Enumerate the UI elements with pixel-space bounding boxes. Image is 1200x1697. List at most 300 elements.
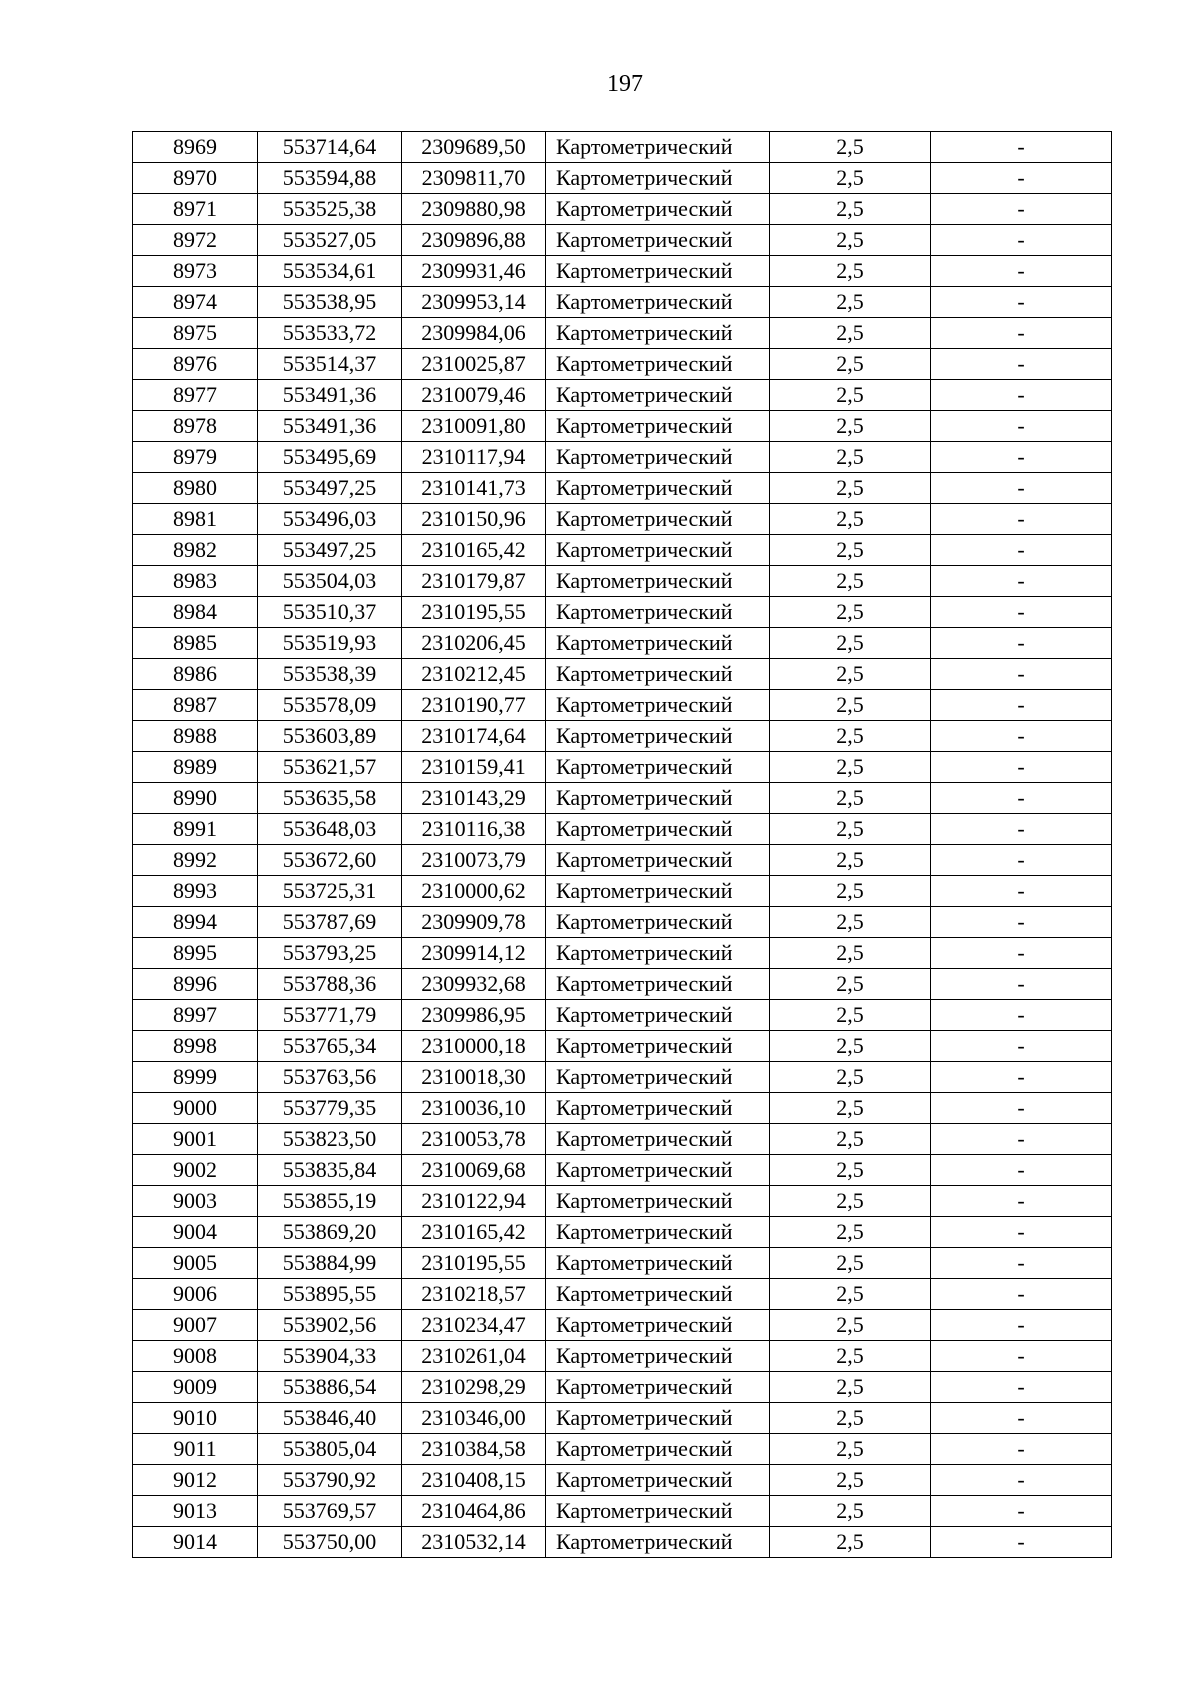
coordinate-x-cell: 553672,60 [258,845,402,876]
method-cell: Картометрический [546,628,770,659]
coordinate-y-cell: 2310212,45 [402,659,546,690]
point-number-cell: 8969 [133,132,258,163]
method-cell: Картометрический [546,1310,770,1341]
coordinate-x-cell: 553725,31 [258,876,402,907]
coordinate-y-cell: 2310179,87 [402,566,546,597]
method-cell: Картометрический [546,1496,770,1527]
point-number-cell: 9006 [133,1279,258,1310]
method-cell: Картометрический [546,411,770,442]
note-cell: - [931,597,1112,628]
note-cell: - [931,1186,1112,1217]
accuracy-cell: 2,5 [770,628,931,659]
point-number-cell: 8973 [133,256,258,287]
point-number-cell: 9009 [133,1372,258,1403]
coordinate-y-cell: 2309896,88 [402,225,546,256]
point-number-cell: 8986 [133,659,258,690]
note-cell: - [931,938,1112,969]
table-row [133,1000,1112,1031]
table-row [133,628,1112,659]
point-number-cell: 8993 [133,876,258,907]
note-cell: - [931,721,1112,752]
coordinate-y-cell: 2310159,41 [402,752,546,783]
coordinate-y-cell: 2310036,10 [402,1093,546,1124]
note-cell: - [931,1527,1112,1558]
accuracy-cell: 2,5 [770,845,931,876]
coordinate-y-cell: 2310150,96 [402,504,546,535]
coordinate-x-cell: 553788,36 [258,969,402,1000]
accuracy-cell: 2,5 [770,1465,931,1496]
point-number-cell: 9013 [133,1496,258,1527]
coordinate-y-cell: 2310234,47 [402,1310,546,1341]
note-cell: - [931,194,1112,225]
note-cell: - [931,1341,1112,1372]
table-row [133,1341,1112,1372]
coordinate-x-cell: 553886,54 [258,1372,402,1403]
point-number-cell: 8987 [133,690,258,721]
table-row [133,969,1112,1000]
table-row [133,721,1112,752]
point-number-cell: 8970 [133,163,258,194]
accuracy-cell: 2,5 [770,1496,931,1527]
accuracy-cell: 2,5 [770,1279,931,1310]
accuracy-cell: 2,5 [770,1000,931,1031]
method-cell: Картометрический [546,1434,770,1465]
table-row [133,938,1112,969]
coordinate-y-cell: 2310532,14 [402,1527,546,1558]
note-cell: - [931,318,1112,349]
note-cell: - [931,1465,1112,1496]
note-cell: - [931,535,1112,566]
accuracy-cell: 2,5 [770,1155,931,1186]
point-number-cell: 8998 [133,1031,258,1062]
note-cell: - [931,1372,1112,1403]
note-cell: - [931,1310,1112,1341]
table-row [133,1372,1112,1403]
accuracy-cell: 2,5 [770,132,931,163]
method-cell: Картометрический [546,535,770,566]
accuracy-cell: 2,5 [770,1124,931,1155]
note-cell: - [931,1093,1112,1124]
table-row [133,287,1112,318]
coordinate-y-cell: 2309811,70 [402,163,546,194]
coordinate-x-cell: 553771,79 [258,1000,402,1031]
coordinate-x-cell: 553869,20 [258,1217,402,1248]
accuracy-cell: 2,5 [770,597,931,628]
method-cell: Картометрический [546,442,770,473]
method-cell: Картометрический [546,504,770,535]
coordinate-x-cell: 553779,35 [258,1093,402,1124]
coordinate-y-cell: 2310384,58 [402,1434,546,1465]
point-number-cell: 8981 [133,504,258,535]
method-cell: Картометрический [546,721,770,752]
coordinate-y-cell: 2310069,68 [402,1155,546,1186]
accuracy-cell: 2,5 [770,752,931,783]
note-cell: - [931,287,1112,318]
note-cell: - [931,845,1112,876]
note-cell: - [931,380,1112,411]
accuracy-cell: 2,5 [770,1310,931,1341]
note-cell: - [931,566,1112,597]
point-number-cell: 8976 [133,349,258,380]
note-cell: - [931,349,1112,380]
method-cell: Картометрический [546,1186,770,1217]
point-number-cell: 8977 [133,380,258,411]
point-number-cell: 9001 [133,1124,258,1155]
note-cell: - [931,628,1112,659]
point-number-cell: 9000 [133,1093,258,1124]
accuracy-cell: 2,5 [770,814,931,845]
table-row [133,504,1112,535]
point-number-cell: 9004 [133,1217,258,1248]
table-row [133,752,1112,783]
coordinate-x-cell: 553787,69 [258,907,402,938]
coordinate-y-cell: 2310000,62 [402,876,546,907]
coordinate-y-cell: 2310298,29 [402,1372,546,1403]
point-number-cell: 9010 [133,1403,258,1434]
accuracy-cell: 2,5 [770,349,931,380]
note-cell: - [931,1124,1112,1155]
coordinate-y-cell: 2310073,79 [402,845,546,876]
method-cell: Картометрический [546,1031,770,1062]
coordinate-x-cell: 553902,56 [258,1310,402,1341]
point-number-cell: 9011 [133,1434,258,1465]
method-cell: Картометрический [546,907,770,938]
table-row [133,132,1112,163]
point-number-cell: 8996 [133,969,258,1000]
table-row [133,814,1112,845]
method-cell: Картометрический [546,225,770,256]
method-cell: Картометрический [546,380,770,411]
table-row [133,1062,1112,1093]
accuracy-cell: 2,5 [770,1031,931,1062]
note-cell: - [931,783,1112,814]
method-cell: Картометрический [546,814,770,845]
method-cell: Картометрический [546,287,770,318]
method-cell: Картометрический [546,845,770,876]
accuracy-cell: 2,5 [770,1434,931,1465]
note-cell: - [931,907,1112,938]
coordinate-x-cell: 553805,04 [258,1434,402,1465]
coordinate-y-cell: 2310025,87 [402,349,546,380]
coordinate-y-cell: 2310174,64 [402,721,546,752]
accuracy-cell: 2,5 [770,411,931,442]
method-cell: Картометрический [546,566,770,597]
coordinate-x-cell: 553534,61 [258,256,402,287]
method-cell: Картометрический [546,752,770,783]
accuracy-cell: 2,5 [770,535,931,566]
method-cell: Картометрический [546,1279,770,1310]
accuracy-cell: 2,5 [770,225,931,256]
note-cell: - [931,876,1112,907]
point-number-cell: 9012 [133,1465,258,1496]
accuracy-cell: 2,5 [770,287,931,318]
table-row [133,1093,1112,1124]
coordinate-y-cell: 2309932,68 [402,969,546,1000]
table-row [133,783,1112,814]
coordinate-y-cell: 2310218,57 [402,1279,546,1310]
table-row [133,163,1112,194]
accuracy-cell: 2,5 [770,1186,931,1217]
coordinate-x-cell: 553496,03 [258,504,402,535]
accuracy-cell: 2,5 [770,721,931,752]
note-cell: - [931,1434,1112,1465]
point-number-cell: 9002 [133,1155,258,1186]
note-cell: - [931,1279,1112,1310]
accuracy-cell: 2,5 [770,442,931,473]
point-number-cell: 8980 [133,473,258,504]
table-row [133,1310,1112,1341]
coordinate-x-cell: 553510,37 [258,597,402,628]
coordinate-y-cell: 2310165,42 [402,1217,546,1248]
accuracy-cell: 2,5 [770,566,931,597]
note-cell: - [931,1217,1112,1248]
method-cell: Картометрический [546,256,770,287]
coordinate-x-cell: 553504,03 [258,566,402,597]
accuracy-cell: 2,5 [770,380,931,411]
point-number-cell: 8999 [133,1062,258,1093]
method-cell: Картометрический [546,1403,770,1434]
coordinate-y-cell: 2310000,18 [402,1031,546,1062]
coordinate-x-cell: 553497,25 [258,473,402,504]
point-number-cell: 9007 [133,1310,258,1341]
coordinate-x-cell: 553525,38 [258,194,402,225]
coordinate-x-cell: 553904,33 [258,1341,402,1372]
note-cell: - [931,1031,1112,1062]
coordinate-y-cell: 2309689,50 [402,132,546,163]
coordinate-y-cell: 2309880,98 [402,194,546,225]
coordinate-y-cell: 2310091,80 [402,411,546,442]
method-cell: Картометрический [546,1372,770,1403]
accuracy-cell: 2,5 [770,163,931,194]
table-row [133,318,1112,349]
point-number-cell: 9008 [133,1341,258,1372]
coordinate-y-cell: 2310408,15 [402,1465,546,1496]
table-row [133,1186,1112,1217]
coordinate-x-cell: 553763,56 [258,1062,402,1093]
point-number-cell: 8971 [133,194,258,225]
method-cell: Картометрический [546,938,770,969]
point-number-cell: 8994 [133,907,258,938]
coordinate-x-cell: 553884,99 [258,1248,402,1279]
method-cell: Картометрический [546,1093,770,1124]
note-cell: - [931,442,1112,473]
note-cell: - [931,256,1112,287]
coordinate-x-cell: 553495,69 [258,442,402,473]
note-cell: - [931,504,1112,535]
note-cell: - [931,225,1112,256]
table-row [133,1155,1112,1186]
accuracy-cell: 2,5 [770,1341,931,1372]
coordinate-y-cell: 2310117,94 [402,442,546,473]
note-cell: - [931,969,1112,1000]
note-cell: - [931,411,1112,442]
accuracy-cell: 2,5 [770,473,931,504]
table-row [133,1403,1112,1434]
note-cell: - [931,1000,1112,1031]
method-cell: Картометрический [546,1217,770,1248]
point-number-cell: 9005 [133,1248,258,1279]
coordinate-x-cell: 553578,09 [258,690,402,721]
coordinate-y-cell: 2310261,04 [402,1341,546,1372]
method-cell: Картометрический [546,1000,770,1031]
point-number-cell: 8988 [133,721,258,752]
note-cell: - [931,752,1112,783]
coordinate-x-cell: 553603,89 [258,721,402,752]
accuracy-cell: 2,5 [770,1403,931,1434]
point-number-cell: 9003 [133,1186,258,1217]
table-row [133,349,1112,380]
coordinate-x-cell: 553491,36 [258,411,402,442]
coordinate-x-cell: 553514,37 [258,349,402,380]
method-cell: Картометрический [546,1124,770,1155]
table-row [133,256,1112,287]
method-cell: Картометрический [546,659,770,690]
coordinate-y-cell: 2310079,46 [402,380,546,411]
coordinate-y-cell: 2310122,94 [402,1186,546,1217]
point-number-cell: 8985 [133,628,258,659]
accuracy-cell: 2,5 [770,1093,931,1124]
coordinate-y-cell: 2310464,86 [402,1496,546,1527]
table-row [133,535,1112,566]
coordinate-x-cell: 553594,88 [258,163,402,194]
coordinate-x-cell: 553533,72 [258,318,402,349]
point-number-cell: 8991 [133,814,258,845]
method-cell: Картометрический [546,132,770,163]
accuracy-cell: 2,5 [770,907,931,938]
accuracy-cell: 2,5 [770,318,931,349]
table-row [133,1496,1112,1527]
point-number-cell: 8984 [133,597,258,628]
table-row [133,1465,1112,1496]
table-row [133,1031,1112,1062]
coordinate-y-cell: 2310206,45 [402,628,546,659]
accuracy-cell: 2,5 [770,1217,931,1248]
note-cell: - [931,1062,1112,1093]
coordinate-y-cell: 2310143,29 [402,783,546,814]
coordinate-x-cell: 553750,00 [258,1527,402,1558]
note-cell: - [931,1155,1112,1186]
coordinate-x-cell: 553635,58 [258,783,402,814]
coordinate-y-cell: 2310053,78 [402,1124,546,1155]
point-number-cell: 8997 [133,1000,258,1031]
coordinate-x-cell: 553497,25 [258,535,402,566]
table-row [133,907,1112,938]
note-cell: - [931,659,1112,690]
coordinate-x-cell: 553621,57 [258,752,402,783]
coordinate-x-cell: 553895,55 [258,1279,402,1310]
method-cell: Картометрический [546,163,770,194]
coordinate-x-cell: 553769,57 [258,1496,402,1527]
coordinate-y-cell: 2310141,73 [402,473,546,504]
accuracy-cell: 2,5 [770,256,931,287]
table-row [133,1248,1112,1279]
table-row [133,380,1112,411]
coordinate-y-cell: 2310195,55 [402,1248,546,1279]
point-number-cell: 8979 [133,442,258,473]
note-cell: - [931,163,1112,194]
method-cell: Картометрический [546,1341,770,1372]
table-row [133,225,1112,256]
note-cell: - [931,814,1112,845]
coordinate-y-cell: 2309984,06 [402,318,546,349]
coordinate-y-cell: 2309931,46 [402,256,546,287]
table-row [133,566,1112,597]
note-cell: - [931,473,1112,504]
table-row [133,442,1112,473]
accuracy-cell: 2,5 [770,659,931,690]
method-cell: Картометрический [546,969,770,1000]
coordinate-y-cell: 2309909,78 [402,907,546,938]
accuracy-cell: 2,5 [770,938,931,969]
coordinate-y-cell: 2310195,55 [402,597,546,628]
table-row [133,1217,1112,1248]
coordinate-x-cell: 553790,92 [258,1465,402,1496]
accuracy-cell: 2,5 [770,969,931,1000]
point-number-cell: 8972 [133,225,258,256]
coordinate-x-cell: 553846,40 [258,1403,402,1434]
method-cell: Картометрический [546,349,770,380]
accuracy-cell: 2,5 [770,1062,931,1093]
point-number-cell: 8974 [133,287,258,318]
coordinates-table [132,131,1112,1558]
coordinate-x-cell: 553793,25 [258,938,402,969]
table-row [133,411,1112,442]
coordinate-x-cell: 553491,36 [258,380,402,411]
coordinate-x-cell: 553823,50 [258,1124,402,1155]
coordinate-x-cell: 553538,95 [258,287,402,318]
table-row [133,194,1112,225]
point-number-cell: 8995 [133,938,258,969]
coordinate-x-cell: 553714,64 [258,132,402,163]
coordinate-x-cell: 553527,05 [258,225,402,256]
table-row [133,876,1112,907]
coordinate-y-cell: 2310018,30 [402,1062,546,1093]
accuracy-cell: 2,5 [770,1527,931,1558]
point-number-cell: 8990 [133,783,258,814]
accuracy-cell: 2,5 [770,1248,931,1279]
accuracy-cell: 2,5 [770,783,931,814]
point-number-cell: 8982 [133,535,258,566]
method-cell: Картометрический [546,1248,770,1279]
note-cell: - [931,690,1112,721]
coordinate-y-cell: 2309986,95 [402,1000,546,1031]
accuracy-cell: 2,5 [770,194,931,225]
coordinate-x-cell: 553855,19 [258,1186,402,1217]
method-cell: Картометрический [546,690,770,721]
note-cell: - [931,1248,1112,1279]
method-cell: Картометрический [546,597,770,628]
method-cell: Картометрический [546,783,770,814]
coordinate-y-cell: 2310346,00 [402,1403,546,1434]
note-cell: - [931,1403,1112,1434]
note-cell: - [931,132,1112,163]
method-cell: Картометрический [546,1527,770,1558]
coordinate-y-cell: 2309953,14 [402,287,546,318]
point-number-cell: 9014 [133,1527,258,1558]
method-cell: Картометрический [546,194,770,225]
table-row [133,659,1112,690]
accuracy-cell: 2,5 [770,690,931,721]
note-cell: - [931,1496,1112,1527]
coordinate-x-cell: 553648,03 [258,814,402,845]
accuracy-cell: 2,5 [770,1372,931,1403]
point-number-cell: 8983 [133,566,258,597]
page-number: 197 [607,71,643,97]
coordinates-table-body [133,132,1112,1558]
table-row [133,1434,1112,1465]
coordinate-x-cell: 553765,34 [258,1031,402,1062]
table-row [133,473,1112,504]
